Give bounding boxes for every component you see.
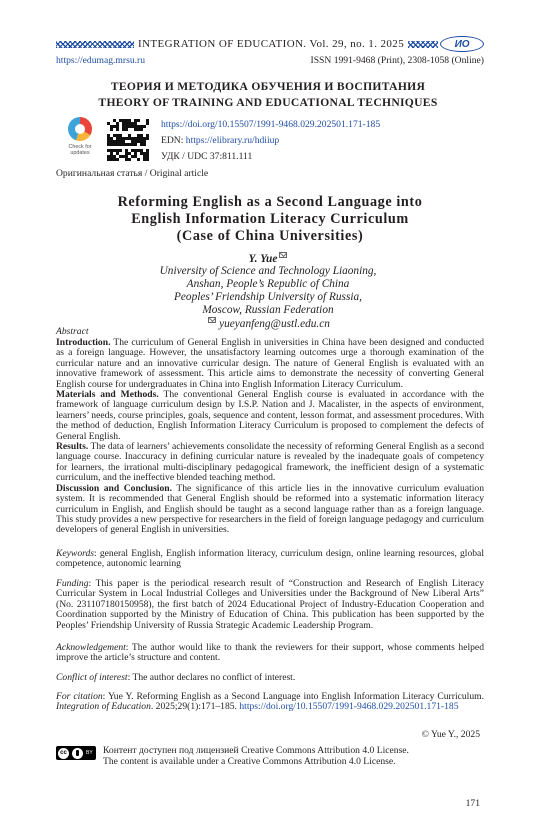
citation-journal: Integration of Education [56, 701, 151, 713]
mail-icon [208, 317, 216, 323]
article-type: Оригинальная статья / Original article [56, 168, 209, 179]
crossmark-icon [68, 117, 92, 141]
funding-label: Funding [56, 578, 89, 589]
abstract-methods [56, 390, 484, 442]
keywords-label: Keywords [56, 548, 95, 559]
udc-row [161, 151, 252, 162]
abstract-discussion [56, 484, 484, 536]
license-en: The content is available under a Creative Commons Attribution 4.0 License. [103, 756, 396, 767]
author-name-row [0, 252, 536, 265]
methods-text: The conventional General English course is evaluated in accordance with the framework of language curriculum design by I.S.P. Nation and J. Macalister, in the aspects of environment, learners’ needs, course principles, goals, sequence and content, lesson format, and assessment procedures. With the method of deduction, English Information Literacy Curriculum is proposed to complement the defects of General English. [56, 389, 484, 442]
results-text: The data of learners’ achievements consolidate the necessity of reforming General English as a second language course. Inaccuracy in defining curricular nature is revealed by the inadequate goals of competency for learners, the irrational multi-disciplinary pedagogical framework, the inefficient design of a systematic curriculum, and the ineffective blended teaching method. [56, 441, 484, 484]
edn-label: EDN: [161, 135, 186, 146]
affiliation-line-1: University of Science and Technology Liaoning, [159, 265, 377, 277]
results-label: Results. [56, 441, 89, 453]
journal-title: INTEGRATION OF EDUCATION. Vol. 29, no. 1. 2025 [138, 38, 405, 50]
header-links [56, 55, 484, 66]
citation-label: For citation [56, 691, 103, 702]
title-line-3: (Case of China Universities) [176, 228, 364, 244]
acknowledgement-block [56, 643, 484, 664]
udc-qr-icon [107, 149, 149, 161]
cc-icon: cc [58, 748, 69, 759]
edn-row [161, 135, 279, 146]
abstract-introduction [56, 338, 484, 390]
methods-label: Materials and Methods. [56, 389, 159, 401]
keywords-block [56, 549, 484, 570]
page-number: 171 [465, 798, 480, 809]
edn-link[interactable]: https://elibrary.ru/hdiiup [185, 135, 280, 146]
section-title-en: THEORY OF TRAINING AND EDUCATIONAL TECHNIQUES [98, 96, 438, 109]
conflict-label: Conflict of interest [56, 672, 128, 683]
keywords-text: : general English, English information literacy, curriculum design, online learning resources, global competence, autonomic learning [56, 548, 484, 570]
udc-text: УДК / UDC 37:811.111 [161, 151, 253, 162]
article-title [56, 194, 484, 245]
cc-by-license-badge[interactable] [56, 746, 96, 760]
funding-block [56, 579, 484, 631]
conflict-text: : The author declares no conflict of interest. [127, 672, 296, 683]
citation-doi-link[interactable]: https://doi.org/10.15507/1991-9468.029.202501.171-185 [239, 701, 459, 713]
discussion-text: The significance of this article lies in the innovative curriculum evaluation system. It is recommended that General English should be reformed into a systematic information literacy curriculum in English, and English should be taught as a second language rather than as a foreign language. This study provides a new perspective for researchers in the field of foreign language pedagogy and curriculum developers of general English in universities. [56, 482, 485, 536]
acknowledgement-label: Acknowledgement [56, 642, 126, 653]
affiliation-line-4: Moscow, Russian Federation [202, 304, 334, 316]
author-email[interactable]: yueyanfeng@ustl.edu.cn [219, 318, 330, 330]
abstract-label: Abstract [56, 326, 89, 337]
journal-header [56, 36, 484, 52]
journal-website-link[interactable]: https://edumag.mrsu.ru [56, 55, 145, 66]
license-ru: Контент доступен под лицензией Creative Commons Attribution 4.0 License. [103, 745, 409, 756]
discussion-label: Discussion and Conclusion. [56, 482, 173, 494]
header-pattern-left [56, 41, 134, 48]
title-line-1: Reforming English as a Second Language into [117, 194, 423, 210]
introduction-label: Introduction. [56, 337, 111, 348]
funding-text: : This paper is the periodical research result of “Construction and Research of English Literacy Curricular System in Local Industrial Colleges and Universities under the Background of New Liberal Arts” (No. 231107180150958), the first batch of 2024 Educational Project of Industry-Education Cooperation and Coordination supported by the Ministry of Education of China. This publication has been supported by the Peoples’ Friendship University of Russia Strategic Academic Leadership Program. [56, 578, 484, 631]
citation-text-1: : Yue Y. Reforming English as a Second Language into English Information Literacy Curriculum. [102, 691, 484, 702]
conflict-block [56, 673, 484, 683]
copyright: © Yue Y., 2025 [421, 729, 480, 740]
acknowledgement-text: : The author would like to thank the reviewers for their support, whose comments helped improve the article’s structure and content. [56, 642, 484, 664]
citation-text-2: . 2025;29(1):171–185. [150, 701, 240, 713]
abstract-body [56, 338, 484, 536]
issn-text: ISSN 1991-9468 (Print), 2308-1058 (Online) [310, 55, 484, 66]
citation-block [56, 692, 484, 713]
badge-line-1: Check for [68, 144, 92, 150]
mail-icon [279, 252, 287, 258]
section-title-ru: ТЕОРИЯ И МЕТОДИКА ОБУЧЕНИЯ И ВОСПИТАНИЯ [110, 80, 426, 93]
doi-row [161, 119, 380, 130]
doi-link[interactable]: https://doi.org/10.15507/1991-9468.029.202501.171-185 [161, 119, 381, 130]
abstract-results [56, 442, 484, 484]
author-name: Y. Yue [248, 253, 278, 265]
badge-line-2: updates [70, 150, 90, 156]
by-person-icon [72, 748, 83, 759]
introduction-text: The curriculum of General English in universities in China have been designed and conducted as a foreign language. However, the unsatisfactory learning outcomes urge a thorough examination of the curricular nature and an innovative curricular design. The nature of General English is evaluated with an innovative framework of assessment. This article aims to demonstrate the necessity of converting General English course for undergraduates in China into English Information Literacy Curriculum. [56, 337, 484, 390]
title-line-2: English Information Literacy Curriculum [131, 211, 409, 227]
author-affiliation [0, 265, 536, 331]
edn-qr-icon [107, 134, 149, 146]
journal-logo: ИО [440, 36, 484, 52]
check-for-updates-badge[interactable] [62, 117, 98, 161]
affiliation-line-2: Anshan, People’s Republic of China [186, 278, 350, 290]
affiliation-line-3: Peoples’ Friendship University of Russia, [174, 291, 362, 303]
by-label: BY [86, 750, 93, 756]
license-text [103, 745, 409, 767]
doi-qr-icon [107, 119, 149, 131]
header-pattern-right [408, 41, 438, 48]
